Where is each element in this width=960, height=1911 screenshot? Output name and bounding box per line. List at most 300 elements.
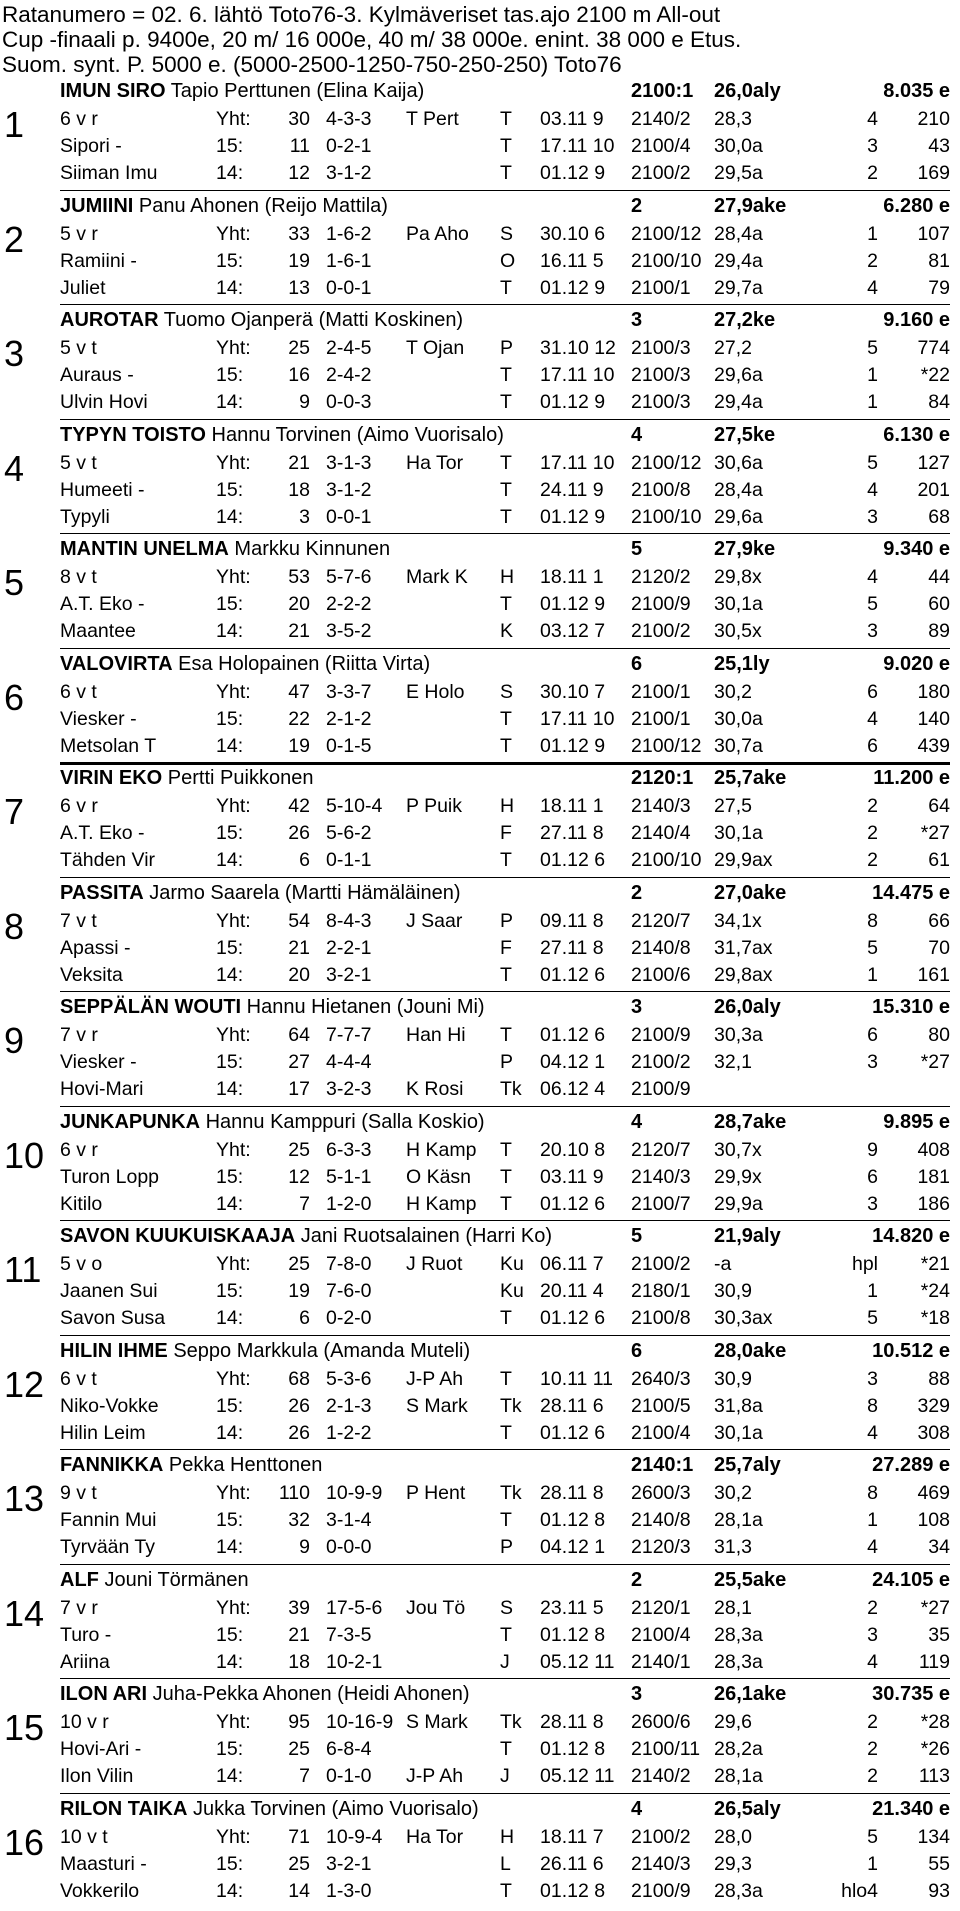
stat-odds: 329 xyxy=(917,1394,950,1417)
stat-starts: 6 xyxy=(299,849,310,871)
stat-time: 30,9 xyxy=(714,1280,752,1302)
stat-odds: 119 xyxy=(918,1650,950,1673)
stat-odds: 89 xyxy=(928,620,950,642)
stat-odds: 43 xyxy=(928,135,950,157)
horse-name: FANNIKKA xyxy=(60,1454,164,1476)
stat-position: 3 xyxy=(867,1367,878,1390)
stat-time: 30,9 xyxy=(714,1367,752,1390)
record-time: 25,5ake xyxy=(714,1568,787,1591)
stat-distance: 2100/6 xyxy=(631,963,691,986)
stat-position: 2 xyxy=(867,1765,878,1787)
stat-distance: 2100/2 xyxy=(631,620,691,642)
driver-trainer: Jarmo Saarela (Martti Hämäläinen) xyxy=(143,881,461,904)
stats-row xyxy=(60,335,950,362)
stat-record: 5-10-4 xyxy=(326,795,383,817)
race-entry xyxy=(0,1337,960,1448)
stat-last-driver: S Mark xyxy=(406,1711,468,1733)
stat-date-place: 20.10 8 xyxy=(540,1138,606,1161)
stat-time: 30,7a xyxy=(714,734,763,757)
stat-starts: 7 xyxy=(299,1192,310,1215)
stat-date-place: 31.10 12 xyxy=(540,337,616,359)
stat-position: 1 xyxy=(867,1852,878,1875)
stat-age-sex: Juliet xyxy=(60,276,106,299)
stat-yht-label: Yht: xyxy=(216,1482,251,1504)
stats-row xyxy=(60,908,950,935)
stat-yht-label: 14: xyxy=(216,505,244,528)
stat-time: 28,3a xyxy=(714,1623,763,1646)
stat-time: 31,8a xyxy=(714,1394,763,1417)
stat-position: 2 xyxy=(867,249,878,272)
stat-yht-label: 14: xyxy=(216,1192,244,1215)
stat-distance: 2140/4 xyxy=(631,822,691,844)
stat-track: J xyxy=(500,1650,510,1673)
stat-age-sex: Ilon Vilin xyxy=(60,1765,134,1787)
race-entry xyxy=(0,1222,960,1333)
stat-track: H xyxy=(500,1825,515,1848)
race-entry xyxy=(0,77,960,188)
stat-age-sex: A.T. Eko - xyxy=(60,593,145,615)
stats-row xyxy=(60,1164,950,1191)
stat-yht-label: Yht: xyxy=(216,1825,251,1848)
stat-record: 1-6-1 xyxy=(326,249,372,272)
stat-date-place: 01.12 9 xyxy=(540,505,606,528)
stat-time: 29,9a xyxy=(714,1192,763,1215)
stat-track: Tk xyxy=(500,1482,522,1504)
stat-time: 30,3ax xyxy=(714,1307,773,1329)
stat-track: Ku xyxy=(500,1253,524,1275)
driver-trainer: Juha-Pekka Ahonen (Heidi Ahonen) xyxy=(147,1683,470,1705)
stat-odds: 80 xyxy=(928,1024,950,1046)
stat-age-sex: Jaanen Sui xyxy=(60,1280,158,1302)
stat-starts: 16 xyxy=(288,364,310,386)
stat-distance: 2100/1 xyxy=(631,707,691,730)
stat-starts: 17 xyxy=(288,1078,310,1100)
stat-yht-label: 15: xyxy=(216,364,244,386)
race-entry xyxy=(0,1566,960,1677)
record-start: 6 xyxy=(631,1339,643,1362)
stat-track: T xyxy=(500,1192,512,1215)
stat-odds: 439 xyxy=(917,734,950,757)
stat-record: 2-1-3 xyxy=(326,1394,372,1417)
stat-starts: 3 xyxy=(299,505,310,528)
race-header xyxy=(2,2,952,77)
stat-record: 0-1-1 xyxy=(326,849,372,871)
stat-date-place: 01.12 9 xyxy=(540,391,606,413)
record-start: 3 xyxy=(631,1683,643,1705)
stat-distance: 2120/7 xyxy=(631,1138,691,1161)
stat-time: 28,3a xyxy=(714,1650,763,1673)
stat-age-sex: 7 v r xyxy=(60,1596,98,1619)
stat-starts: 11 xyxy=(289,135,310,157)
entry-number: 1 xyxy=(4,104,25,145)
stat-distance: 2600/6 xyxy=(631,1711,691,1733)
stat-age-sex: Siiman Imu xyxy=(60,162,158,184)
driver-trainer: Jukka Torvinen (Aimo Vuorisalo) xyxy=(187,1797,479,1820)
stat-age-sex: Veksita xyxy=(60,963,123,986)
stat-date-place: 28.11 8 xyxy=(540,1711,604,1733)
stat-distance: 2140/2 xyxy=(631,108,691,130)
stat-track: T xyxy=(500,1165,512,1188)
earnings: 27.289 e xyxy=(872,1454,950,1476)
stat-yht-label: 15: xyxy=(216,1165,244,1188)
stat-position: 3 xyxy=(867,135,878,157)
stat-odds: 107 xyxy=(917,222,950,245)
stat-yht-label: 15: xyxy=(216,478,244,501)
stat-record: 7-8-0 xyxy=(326,1253,372,1275)
stat-yht-label: 14: xyxy=(216,620,244,642)
stats-row xyxy=(60,564,950,591)
stat-starts: 95 xyxy=(288,1711,310,1733)
stat-last-driver: J Saar xyxy=(406,909,463,932)
stat-track: S xyxy=(500,1596,514,1619)
stat-yht-label: Yht: xyxy=(216,108,251,130)
stats-row xyxy=(60,1251,950,1278)
stats-row xyxy=(60,1480,950,1507)
driver-trainer: Jouni Törmänen xyxy=(98,1568,249,1591)
stats-row xyxy=(60,389,950,416)
stat-odds: *18 xyxy=(920,1307,950,1329)
stat-yht-label: 14: xyxy=(216,1307,244,1329)
stat-record: 3-1-3 xyxy=(326,451,372,474)
stat-distance: 2640/3 xyxy=(631,1367,691,1390)
stat-record: 5-3-6 xyxy=(326,1367,372,1390)
stat-time: 29,7a xyxy=(714,276,763,299)
entry-divider xyxy=(60,1220,950,1221)
record-start: 4 xyxy=(631,1797,643,1820)
stat-position: 8 xyxy=(867,1482,878,1504)
stat-record: 17-5-6 xyxy=(326,1596,383,1619)
stat-position: 1 xyxy=(867,364,878,386)
stat-odds: 79 xyxy=(928,276,950,299)
stat-track: T xyxy=(500,162,512,184)
stat-odds: 55 xyxy=(928,1852,950,1875)
stat-last-driver: K Rosi xyxy=(406,1078,464,1100)
stat-date-place: 17.11 10 xyxy=(540,707,615,730)
stat-odds: 774 xyxy=(917,337,950,359)
stat-time: 28,0 xyxy=(714,1825,752,1848)
stat-record: 1-6-2 xyxy=(326,222,372,245)
stats-row xyxy=(60,1878,950,1905)
stat-distance: 2100/12 xyxy=(631,734,702,757)
race-entry xyxy=(0,306,960,417)
entry-header xyxy=(60,1680,950,1708)
stat-record: 10-9-4 xyxy=(326,1825,383,1848)
driver-trainer: Tuomo Ojanperä (Matti Koskinen) xyxy=(158,309,464,331)
stat-odds: 81 xyxy=(928,249,950,272)
race-header-line-3: Suom. synt. P. 5000 e. (5000-2500-1250-750-250-250) Toto76 xyxy=(2,52,622,77)
stat-starts: 64 xyxy=(288,1024,310,1046)
stat-time: 28,1a xyxy=(714,1765,763,1787)
stat-date-place: 03.11 9 xyxy=(540,108,604,130)
stat-record: 3-1-4 xyxy=(326,1509,372,1531)
stat-last-driver: T Ojan xyxy=(406,337,465,359)
entry-number: 3 xyxy=(4,333,25,374)
race-entry xyxy=(0,993,960,1104)
stat-record: 2-2-1 xyxy=(326,936,372,959)
stat-distance: 2100/1 xyxy=(631,680,691,703)
stat-last-driver: H Kamp xyxy=(406,1138,477,1161)
race-entry xyxy=(0,1451,960,1562)
stat-yht-label: 15: xyxy=(216,1394,244,1417)
stat-starts: 42 xyxy=(288,795,310,817)
stat-yht-label: 15: xyxy=(216,1738,244,1760)
stat-yht-label: Yht: xyxy=(216,1253,251,1275)
stat-last-driver: J Ruot xyxy=(406,1253,463,1275)
stat-time: 29,6a xyxy=(714,364,763,386)
stat-time: 28,4a xyxy=(714,478,763,501)
stat-odds: 93 xyxy=(928,1879,950,1902)
entry-divider xyxy=(60,991,950,992)
stat-position: 6 xyxy=(867,680,878,703)
stat-time: 29,4a xyxy=(714,249,763,272)
stats-row xyxy=(60,820,950,847)
stat-track: T xyxy=(500,451,512,474)
horse-name: PASSITA xyxy=(60,881,144,904)
stat-record: 0-0-1 xyxy=(326,505,372,528)
stat-record: 5-6-2 xyxy=(326,822,372,844)
stat-odds: 210 xyxy=(917,108,950,130)
horse-name: JUNKAPUNKA xyxy=(60,1110,201,1133)
entry-divider xyxy=(60,190,950,191)
stat-yht-label: 15: xyxy=(216,1509,244,1531)
stat-record: 8-4-3 xyxy=(326,909,372,932)
stat-age-sex: 9 v t xyxy=(60,1482,97,1504)
entry-header xyxy=(60,77,950,105)
stat-record: 10-2-1 xyxy=(326,1650,383,1673)
stat-distance: 2140/3 xyxy=(631,1852,691,1875)
stat-track: P xyxy=(500,337,514,359)
stat-age-sex: 6 v t xyxy=(60,1367,97,1390)
stat-starts: 53 xyxy=(288,566,310,588)
stat-time: 29,4a xyxy=(714,391,763,413)
stat-time: 28,3a xyxy=(714,1879,763,1902)
record-time: 28,0ake xyxy=(714,1339,787,1362)
stat-age-sex: Ramiini - xyxy=(60,249,137,272)
stat-distance: 2600/3 xyxy=(631,1482,691,1504)
entry-divider xyxy=(60,533,950,534)
stat-distance: 2100/2 xyxy=(631,1825,691,1848)
record-start: 2140:1 xyxy=(631,1454,694,1476)
horse-name: ILON ARI xyxy=(60,1683,148,1705)
entry-divider xyxy=(60,1564,950,1565)
record-start: 5 xyxy=(631,538,643,560)
stat-time: 29,6 xyxy=(714,1711,752,1733)
stats-row xyxy=(60,706,950,733)
stat-age-sex: Hilin Leim xyxy=(60,1421,146,1444)
stat-yht-label: Yht: xyxy=(216,337,251,359)
stat-position: 4 xyxy=(867,1421,878,1444)
stat-starts: 9 xyxy=(299,1536,310,1558)
stat-last-driver: J-P Ah xyxy=(406,1367,464,1390)
entry-number: 2 xyxy=(4,218,25,260)
stat-age-sex: 5 v r xyxy=(60,222,98,245)
stat-date-place: 18.11 1 xyxy=(540,566,604,588)
stat-yht-label: 14: xyxy=(216,1536,244,1558)
stat-starts: 14 xyxy=(288,1879,310,1902)
record-time: 26,1ake xyxy=(714,1683,787,1705)
stat-distance: 2140/2 xyxy=(631,1765,691,1787)
stat-position: 1 xyxy=(867,391,878,413)
stat-yht-label: 15: xyxy=(216,707,244,730)
stat-time: 30,1a xyxy=(714,822,763,844)
stat-odds: 181 xyxy=(917,1165,950,1188)
stat-position: 6 xyxy=(867,1024,878,1046)
stat-yht-label: 14: xyxy=(216,162,244,184)
stat-yht-label: 14: xyxy=(216,1078,244,1100)
stat-yht-label: 15: xyxy=(216,1852,244,1875)
entry-header xyxy=(60,1222,950,1250)
stat-starts: 9 xyxy=(299,391,310,413)
stats-row xyxy=(60,1649,950,1676)
stat-age-sex: 6 v r xyxy=(60,795,98,817)
stats-row xyxy=(60,1763,950,1790)
stats-row xyxy=(60,1191,950,1218)
record-time: 26,5aly xyxy=(714,1797,781,1820)
stat-odds: 34 xyxy=(928,1536,950,1558)
stat-record: 2-4-5 xyxy=(326,337,372,359)
record-time: 26,0aly xyxy=(714,80,781,102)
earnings: 6.130 e xyxy=(883,423,950,446)
stat-time: 30,0a xyxy=(714,135,763,157)
stat-age-sex: Fannin Mui xyxy=(60,1509,157,1531)
stat-yht-label: Yht: xyxy=(216,1711,251,1733)
stat-record: 10-9-9 xyxy=(326,1482,383,1504)
stat-age-sex: 6 v r xyxy=(60,1138,98,1161)
horse-name: RILON TAIKA xyxy=(60,1797,188,1820)
stat-age-sex: Ariina xyxy=(60,1650,110,1673)
stat-starts: 47 xyxy=(288,680,310,703)
entry-header xyxy=(60,993,950,1021)
stat-distance: 2100/4 xyxy=(631,1421,691,1444)
record-time: 27,5ke xyxy=(714,423,776,446)
stat-starts: 21 xyxy=(288,451,310,474)
stat-yht-label: 15: xyxy=(216,936,244,959)
stats-row xyxy=(60,1420,950,1447)
stat-position: 5 xyxy=(867,451,878,474)
stat-age-sex: 5 v t xyxy=(60,451,97,474)
stat-track: H xyxy=(500,566,515,588)
stat-date-place: 05.12 11 xyxy=(540,1765,615,1787)
stat-starts: 68 xyxy=(288,1367,310,1390)
record-time: 27,0ake xyxy=(714,881,787,904)
stat-age-sex: Auraus - xyxy=(60,364,134,386)
stat-yht-label: Yht: xyxy=(216,451,251,474)
race-entry xyxy=(0,650,960,761)
stats-row xyxy=(60,133,950,160)
entry-header xyxy=(60,1108,950,1136)
stat-age-sex: 8 v t xyxy=(60,566,97,588)
stat-distance: 2100/2 xyxy=(631,162,691,184)
stats-row xyxy=(60,618,950,645)
stat-time: 29,9ax xyxy=(714,849,773,871)
stat-track: H xyxy=(500,795,515,817)
stats-row xyxy=(60,591,950,618)
stat-track: T xyxy=(500,1307,512,1329)
stat-date-place: 30.10 7 xyxy=(540,680,606,703)
stat-track: T xyxy=(500,276,512,299)
entry-divider xyxy=(60,304,950,305)
entry-number: 12 xyxy=(4,1363,45,1405)
stat-distance: 2100/4 xyxy=(631,1623,691,1646)
stat-track: K xyxy=(500,620,514,642)
stat-odds: 61 xyxy=(928,849,950,871)
stat-record: 3-3-7 xyxy=(326,680,372,703)
stat-age-sex: 6 v r xyxy=(60,108,98,130)
stat-record: 0-2-1 xyxy=(326,135,372,157)
stat-starts: 22 xyxy=(288,707,310,730)
entry-header xyxy=(60,1795,950,1823)
stat-yht-label: 15: xyxy=(216,249,244,272)
stat-position: 4 xyxy=(867,566,878,588)
stat-starts: 21 xyxy=(288,620,310,642)
stat-odds: 66 xyxy=(928,909,950,932)
stat-yht-label: 14: xyxy=(216,734,244,757)
stat-record: 5-7-6 xyxy=(326,566,372,588)
stat-distance: 2120/3 xyxy=(631,1536,691,1558)
stat-odds: 35 xyxy=(928,1623,950,1646)
stat-distance: 2120/2 xyxy=(631,566,691,588)
stat-track: T xyxy=(500,135,512,157)
stat-track: P xyxy=(500,1051,514,1073)
stat-last-driver: O Käsn xyxy=(406,1165,472,1188)
stat-time: -a xyxy=(714,1253,732,1275)
horse-name: SAVON KUUKUISKAAJA xyxy=(60,1225,296,1247)
record-start: 4 xyxy=(631,1110,643,1133)
entry-header xyxy=(60,421,950,449)
stat-track: T xyxy=(500,1024,512,1046)
stat-age-sex: Savon Susa xyxy=(60,1307,166,1329)
stat-time: 34,1x xyxy=(714,909,762,932)
stat-starts: 19 xyxy=(288,249,310,272)
record-start: 2 xyxy=(631,194,643,217)
stat-time: 29,6a xyxy=(714,505,763,528)
stat-odds: 70 xyxy=(928,936,950,959)
stat-odds: 134 xyxy=(917,1825,950,1848)
stat-track: Ku xyxy=(500,1280,524,1302)
stat-yht-label: 14: xyxy=(216,391,244,413)
driver-trainer: Markku Kinnunen xyxy=(228,538,391,560)
stat-yht-label: Yht: xyxy=(216,1024,251,1046)
stats-row xyxy=(60,504,950,531)
stat-date-place: 01.12 6 xyxy=(540,849,606,871)
stat-time: 27,2 xyxy=(714,337,752,359)
race-header-line-1: Ratanumero = 02. 6. lähtö Toto76-3. Kylmäveriset tas.ajo 2100 m All-out xyxy=(2,2,721,27)
stat-date-place: 01.12 6 xyxy=(540,1024,606,1046)
stat-starts: 54 xyxy=(288,909,310,932)
stat-record: 0-1-5 xyxy=(326,734,372,757)
stat-age-sex: 5 v t xyxy=(60,337,97,359)
stats-row xyxy=(60,1736,950,1763)
stat-time: 30,5x xyxy=(714,620,762,642)
stats-row xyxy=(60,1022,950,1049)
stat-time: 30,0a xyxy=(714,707,763,730)
stats-row xyxy=(60,1534,950,1561)
stat-date-place: 28.11 6 xyxy=(540,1394,604,1417)
stat-distance: 2100/3 xyxy=(631,364,691,386)
stats-row xyxy=(60,1278,950,1305)
stat-distance: 2100/9 xyxy=(631,1024,691,1046)
stat-distance: 2100/8 xyxy=(631,478,691,501)
stat-date-place: 05.12 11 xyxy=(540,1650,615,1673)
entry-divider xyxy=(60,1793,950,1794)
stat-date-place: 01.12 9 xyxy=(540,734,606,757)
driver-trainer: Jani Ruotsalainen (Harri Ko) xyxy=(295,1225,552,1247)
entry-header xyxy=(60,650,950,678)
stat-age-sex: Metsolan T xyxy=(60,734,157,757)
stat-date-place: 18.11 1 xyxy=(540,795,604,817)
race-entry xyxy=(0,764,960,875)
earnings: 10.512 e xyxy=(872,1339,950,1362)
